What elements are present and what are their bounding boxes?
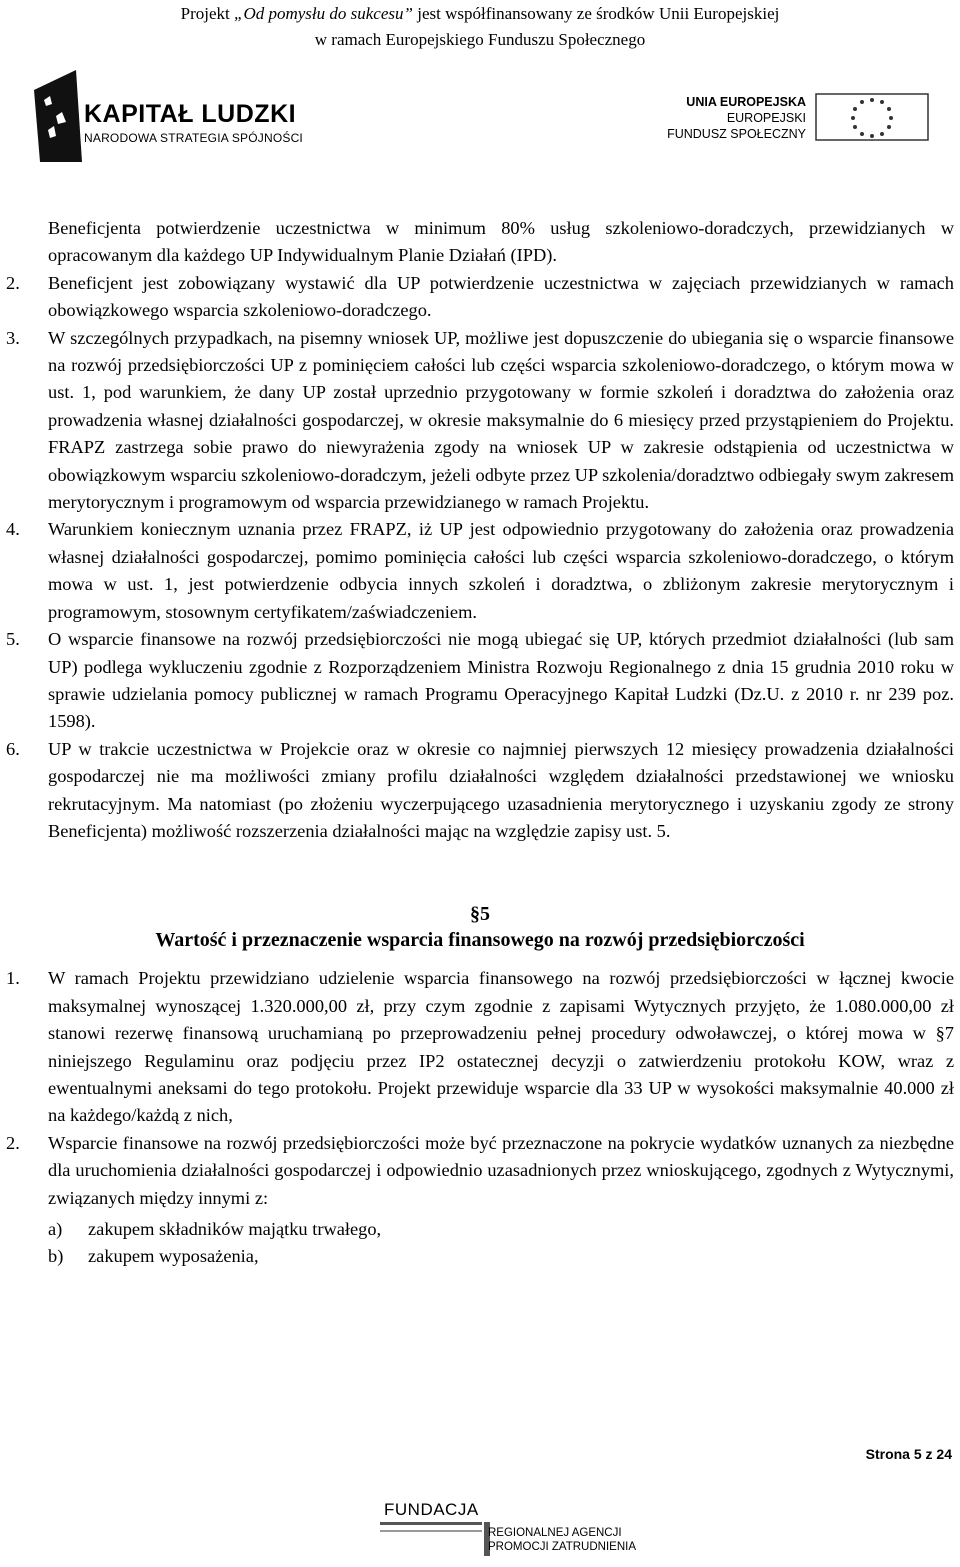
eu-line-1: UNIA EUROPEJSKA bbox=[686, 95, 806, 109]
list-item: 4. Warunkiem koniecznym uznania przez FRAPZ, iż UP jest odpowiednio przygotowany do założenia oraz prowadzenia własnej działalności gospodarczej, pomimo pominięcia całości lub części wsparcia szkoleniowo-doradczego, o którym mowa w ust. 1, jest potwierdzenie odbycia innych szkoleń i doradztwa, o zbliżonym zakresie merytorycznym i programowym, stosownym certyfikatem/zaświadczeniem. bbox=[6, 519, 954, 622]
page-number: Strona 5 z 24 bbox=[865, 1446, 952, 1462]
footer-agency: REGIONALNEJ AGENCJI PROMOCJI ZATRUDNIENIA bbox=[488, 1527, 637, 1553]
section-title: Wartość i przeznaczenie wsparcia finansowego na rozwój przedsiębiorczości bbox=[155, 929, 805, 952]
sub-list-item: b) zakupem wyposażenia, bbox=[48, 1246, 259, 1267]
list-item: 6. UP w trakcie uczestnictwa w Projekcie oraz w okresie co najmniej pierwszych 12 miesięcy prowadzenia działalności gospodarczej nie ma możliwości zmiany profilu działalności względem działalności przedstawionej we wniosku rekrutacyjnym. Ma natomiast (po złożeniu wyczerpującego uzasadnienia merytorycznego i uzyskaniu zgody ze strony Beneficjenta) możliwość rozszerzenia działalności mając na względzie zapisy ust. 5. bbox=[6, 738, 954, 841]
kapital-ludzki-subtitle: NARODOWA STRATEGIA SPÓJNOŚCI bbox=[84, 131, 303, 145]
eu-line-2: EUROPEJSKI bbox=[726, 111, 806, 125]
list-item: 2. Wsparcie finansowe na rozwój przedsiębiorczości może być przeznaczone na pokrycie wydatków uznanych za niezbędne dla uruchomienia działalności gospodarczej i odpowiednio uzasadnionych przez wnioskującego, zgodnych z Wytycznymi, związanych między innymi z: bbox=[6, 1132, 954, 1208]
list-item: 5. O wsparcie finansowe na rozwój przedsiębiorczości nie mogą ubiegać się UP, których przedmiot działalności (lub sam UP) podlega wykluczeniu zgodnie z Rozporządzeniem Ministra Rozwoju Regionalnego z dnia 15 grudnia 2010 roku w sprawie udzielania pomocy publicznej w ramach Programu Operacyjnego Kapitał Ludzki (Dz.U. z 2010 r. nr 239 poz. 1598). bbox=[6, 629, 954, 732]
sub-list-item: a) zakupem składników majątku trwałego, bbox=[48, 1219, 382, 1239]
header-line-1: Projekt „Od pomysłu do sukcesu” jest współfinansowany ze środków Unii Europejskiej bbox=[180, 4, 780, 23]
eu-logo-text bbox=[662, 94, 806, 142]
eu-line-3: FUNDUSZ SPOŁECZNY bbox=[667, 127, 806, 141]
list-item: 3. W szczególnych przypadkach, na pisemny wniosek UP, możliwe jest dopuszczenie do ubiegania się o wsparcie finansowe na rozwój przedsiębiorczości UP z pominięciem całości lub części wsparcia szkoleniowo-doradczego, o którym mowa w ust. 1, pod warunkiem, że dany UP został uprzednio przygotowany w formie szkoleń i doradztwa do założenia oraz prowadzenia własnej działalności gospodarczej, w okresie maksymalnie do 6 miesięcy przed przystąpieniem do Projektu. FRAPZ zastrzega sobie prawo do niewyrażenia zgody na wniosek UP w zakresie odstąpienia od uczestnictwa w obowiązkowym wsparciu szkoleniowo-doradczym, jeżeli odbyte przez UP szkolenia/doradztwo odbiegały swym zakresem merytorycznym i programowym od wsparcia przewidzianego w ramach Projektu. bbox=[6, 327, 954, 513]
eu-stars-icon bbox=[812, 92, 932, 142]
kapital-ludzki-title: KAPITAŁ LUDZKI bbox=[84, 100, 297, 128]
document-body bbox=[6, 215, 954, 1271]
section-number: §5 bbox=[470, 903, 490, 926]
page-header bbox=[0, 0, 960, 53]
header-line-2: w ramach Europejskiego Funduszu Społecznego bbox=[314, 30, 646, 49]
list-item: 1. W ramach Projektu przewidziano udzielenie wsparcia finansowego na rozwój przedsiębiorczości w łącznej kwocie maksymalnej wynoszącej 1.320.000,00 zł, przy czym zgodnie z zapisami Wytycznych przyjęto, że 1.080.000,00 zł stanowi rezerwę finansową uruchamianą po przeprowadzeniu pełnej procedury odwoławczej, o której mowa w §7 niniejszego Regulaminu oraz podjęciu przez IP2 ostatecznej decyzji o zatwierdzeniu protokołu KOW, wraz z ewentualnymi aneksami do tego protokołu. Projekt przewiduje wsparcie dla 33 UP w wysokości maksymalnie 40.000 zł na każdego/każdą z nich, bbox=[6, 968, 954, 1126]
list-item: 2. Beneficjent jest zobowiązany wystawić dla UP potwierdzenie uczestnictwa w zajęciach przewidzianych w ramach obowiązkowego wsparcia szkoleniowo-doradczego. bbox=[6, 272, 954, 321]
intro-paragraph: Beneficjenta potwierdzenie uczestnictwa w minimum 80% usług szkoleniowo-doradczych, przewidzianych w opracowanym dla każdego UP Indywidualnym Planie Działań (IPD). bbox=[48, 218, 954, 266]
footer-foundation: FUNDACJA bbox=[384, 1500, 479, 1519]
